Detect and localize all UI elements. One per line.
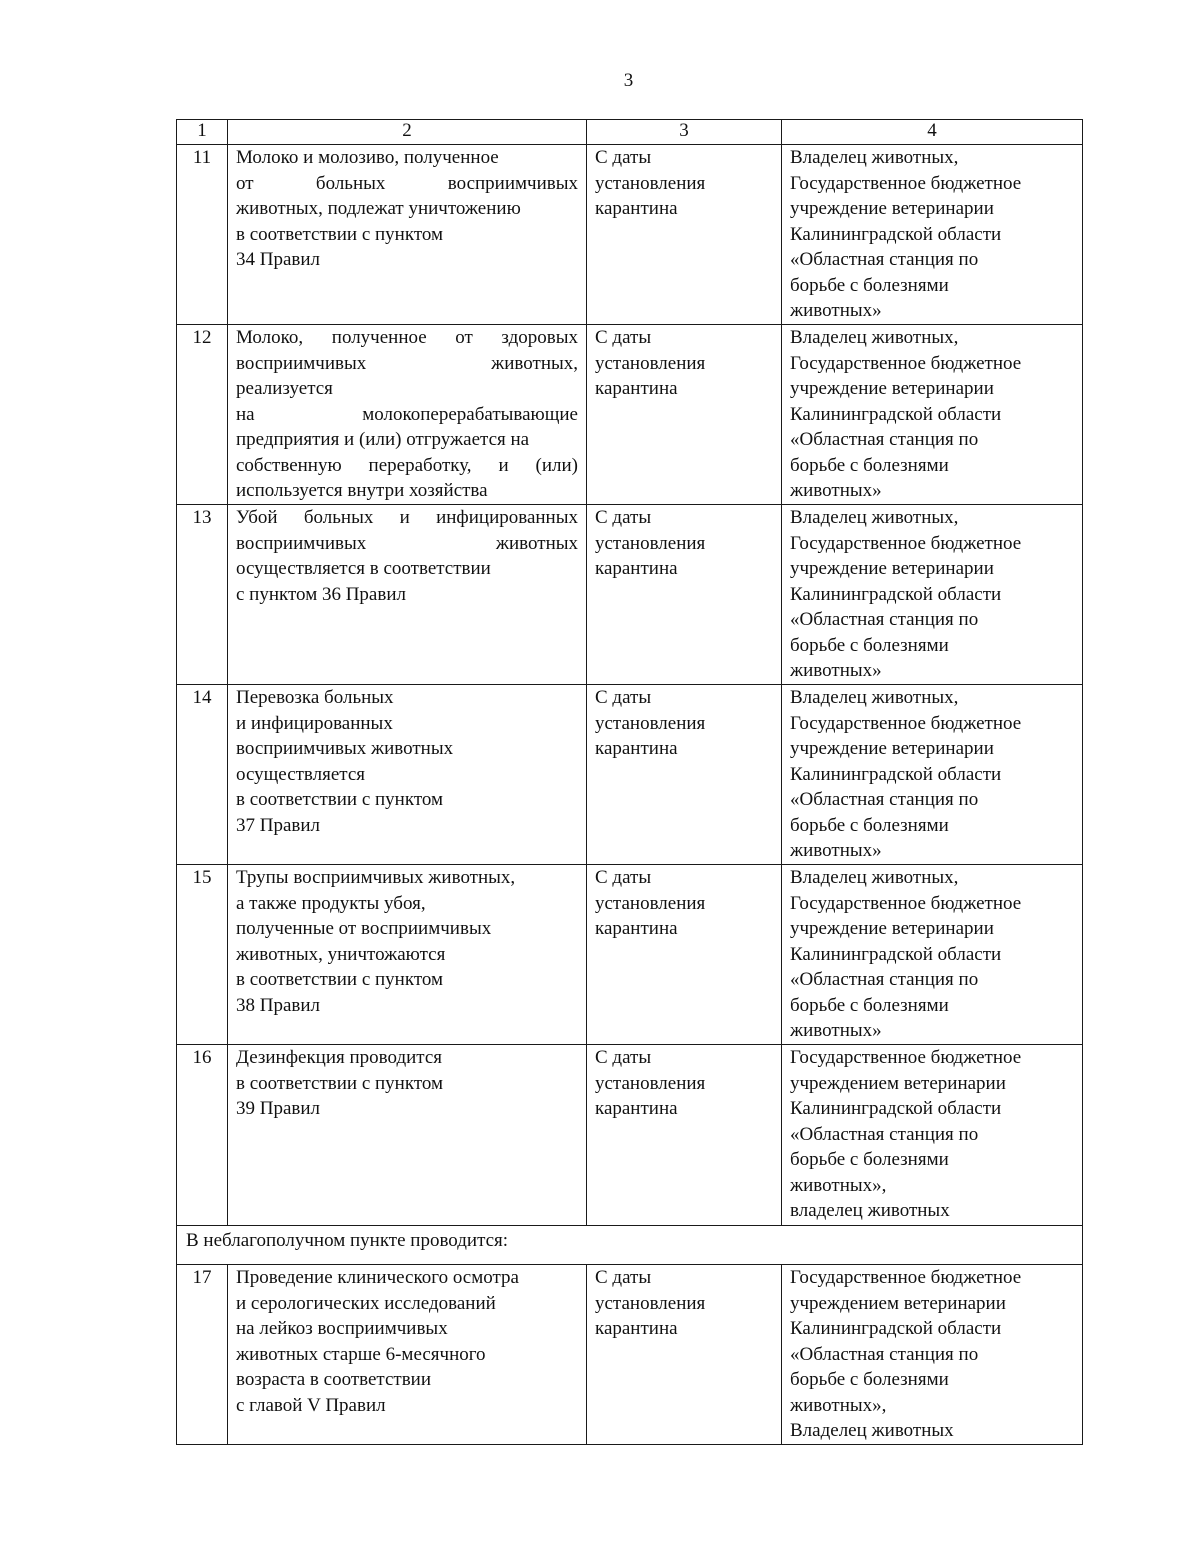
responsible-line: Государственное бюджетное: [790, 712, 1022, 734]
responsible-line: учреждение ветеринарии: [790, 198, 994, 219]
responsible-line: учреждение ветеринарии: [790, 738, 994, 759]
measure-line: восприимчивых животных,: [236, 352, 578, 374]
measure-line: Молоко и молозиво, полученное: [236, 147, 499, 168]
responsible-line: борьбе с болезнями: [790, 994, 949, 1016]
term-line: установления: [595, 172, 706, 194]
table-row: [177, 865, 1083, 1045]
responsible-line: «Областная станция по: [790, 969, 979, 990]
measure-line: собственную переработку, и (или): [236, 454, 578, 476]
header-row: [177, 120, 1083, 145]
responsible-cell: [782, 865, 1083, 1045]
measure-line: и серологических исследований: [236, 1292, 496, 1314]
measure-cell: [228, 685, 587, 865]
responsible-cell: [782, 1045, 1083, 1226]
responsible-line: Государственное бюджетное: [790, 1267, 1022, 1288]
responsible-line: учреждением ветеринарии: [790, 1292, 1006, 1314]
table-row: [177, 1045, 1083, 1226]
term-line: карантина: [595, 198, 678, 219]
measure-cell: [228, 1045, 587, 1226]
term-cell: [587, 145, 782, 325]
responsible-line: Владелец животных,: [790, 327, 959, 348]
term-line: установления: [595, 1072, 706, 1094]
row-number: 11: [177, 145, 228, 325]
responsible-line: животных»: [790, 840, 882, 861]
term-line: установления: [595, 712, 706, 734]
measure-cell: [228, 1265, 587, 1445]
measure-line: в соответствии с пунктом: [236, 969, 444, 990]
responsible-line: Калининградской области: [790, 943, 1002, 965]
responsible-line: Калининградской области: [790, 1098, 1002, 1119]
row-number: 14: [177, 685, 228, 865]
responsible-line: животных»: [790, 1020, 882, 1041]
responsible-line: Калининградской области: [790, 223, 1002, 245]
table-row: [177, 325, 1083, 505]
responsible-line: борьбе с болезнями: [790, 1369, 949, 1390]
responsible-line: Владелец животных,: [790, 507, 959, 528]
measures-table: [176, 119, 1083, 1445]
header-cell-4: 4: [782, 120, 1083, 145]
responsible-line: учреждение ветеринарии: [790, 378, 994, 399]
measure-line: на лейкоз восприимчивых: [236, 1318, 448, 1339]
term-cell: [587, 325, 782, 505]
measure-line: Молоко, полученное от здоровых: [236, 327, 578, 348]
term-line: С даты: [595, 1267, 652, 1288]
term-cell: [587, 685, 782, 865]
measure-line: с главой V Правил: [236, 1394, 386, 1416]
measure-line: животных, подлежат уничтожению: [236, 198, 521, 219]
measure-line: Дезинфекция проводится: [236, 1047, 443, 1068]
table-body: [177, 145, 1083, 1226]
responsible-line: Государственное бюджетное: [790, 892, 1022, 914]
row-number: 15: [177, 865, 228, 1045]
term-cell: [587, 865, 782, 1045]
responsible-line: «Областная станция по: [790, 1123, 979, 1145]
measure-line: 34 Правил: [236, 249, 321, 270]
row-number: 12: [177, 325, 228, 505]
measure-line: 39 Правил: [236, 1098, 321, 1119]
responsible-line: учреждение ветеринарии: [790, 558, 994, 579]
measure-line: животных старше 6-месячного: [236, 1343, 486, 1365]
responsible-line: Государственное бюджетное: [790, 1047, 1022, 1068]
term-line: С даты: [595, 867, 652, 888]
responsible-line: Государственное бюджетное: [790, 532, 1022, 554]
responsible-line: «Областная станция по: [790, 609, 979, 630]
responsible-line: животных»,: [790, 1174, 887, 1196]
term-line: карантина: [595, 738, 678, 759]
term-line: С даты: [595, 687, 652, 708]
term-line: установления: [595, 352, 706, 374]
header-cell-2: 2: [228, 120, 587, 145]
responsible-cell: [782, 325, 1083, 505]
measure-line: осуществляется: [236, 763, 366, 785]
measure-line: в соответствии с пунктом: [236, 789, 444, 810]
responsible-line: Калининградской области: [790, 1318, 1002, 1339]
measure-line: используется внутри хозяйства: [236, 480, 488, 501]
term-line: карантина: [595, 1098, 678, 1119]
responsible-line: «Областная станция по: [790, 429, 979, 450]
measure-line: предприятия и (или) отгружается на: [236, 429, 530, 450]
measure-line: животных, уничтожаются: [236, 943, 446, 965]
table-row: [177, 685, 1083, 865]
measure-cell: [228, 325, 587, 505]
responsible-line: животных»,: [790, 1394, 887, 1416]
measure-line: восприимчивых животных: [236, 532, 578, 554]
term-line: установления: [595, 1292, 706, 1314]
table-body-after: [177, 1265, 1083, 1445]
header-cell-3: 3: [587, 120, 782, 145]
responsible-line: животных»: [790, 480, 882, 501]
responsible-line: борьбе с болезнями: [790, 274, 949, 296]
term-line: установления: [595, 532, 706, 554]
measure-cell: [228, 865, 587, 1045]
measure-line: и инфицированных: [236, 712, 393, 734]
responsible-line: «Областная станция по: [790, 1343, 979, 1365]
measure-line: в соответствии с пунктом: [236, 1072, 444, 1094]
responsible-line: «Областная станция по: [790, 789, 979, 810]
measure-cell: [228, 145, 587, 325]
responsible-line: «Областная станция по: [790, 249, 979, 270]
measure-cell: [228, 505, 587, 685]
term-line: С даты: [595, 147, 652, 168]
measure-line: в соответствии с пунктом: [236, 223, 444, 245]
responsible-line: Калининградской области: [790, 763, 1002, 785]
responsible-line: Владелец животных,: [790, 867, 959, 888]
term-line: карантина: [595, 378, 678, 399]
term-cell: [587, 1045, 782, 1226]
responsible-line: Владелец животных: [790, 1420, 954, 1441]
row-number: 17: [177, 1265, 228, 1445]
measure-line: восприимчивых животных: [236, 738, 454, 759]
measure-line: 37 Правил: [236, 814, 321, 836]
responsible-line: борьбе с болезнями: [790, 1149, 949, 1170]
measure-line: 38 Правил: [236, 994, 321, 1016]
measure-line: Убой больных и инфицированных: [236, 507, 578, 528]
section-row: [177, 1226, 1083, 1265]
page-number: 3: [623, 70, 634, 91]
measure-line: с пунктом 36 Правил: [236, 583, 406, 605]
responsible-cell: [782, 685, 1083, 865]
term-line: карантина: [595, 558, 678, 579]
responsible-cell: [782, 1265, 1083, 1445]
measure-line: а также продукты убоя,: [236, 892, 426, 914]
responsible-line: Государственное бюджетное: [790, 352, 1022, 374]
responsible-line: Владелец животных,: [790, 147, 959, 168]
responsible-line: животных»: [790, 660, 882, 681]
term-line: установления: [595, 892, 706, 914]
responsible-cell: [782, 505, 1083, 685]
measure-line: возраста в соответствии: [236, 1369, 432, 1390]
table-row: [177, 505, 1083, 685]
term-cell: [587, 505, 782, 685]
measure-line: Перевозка больных: [236, 687, 394, 708]
responsible-line: Калининградской области: [790, 403, 1002, 425]
measure-line: Проведение клинического осмотра: [236, 1267, 519, 1288]
responsible-line: животных»: [790, 300, 882, 321]
term-line: С даты: [595, 507, 652, 528]
measure-line: на молокоперерабатывающие: [236, 403, 578, 425]
row-number: 13: [177, 505, 228, 685]
responsible-line: борьбе с болезнями: [790, 634, 949, 656]
responsible-line: Владелец животных,: [790, 687, 959, 708]
term-line: С даты: [595, 1047, 652, 1068]
row-number: 16: [177, 1045, 228, 1226]
responsible-line: борьбе с болезнями: [790, 814, 949, 836]
responsible-line: учреждением ветеринарии: [790, 1072, 1006, 1094]
measure-line: реализуется: [236, 378, 333, 399]
responsible-line: борьбе с болезнями: [790, 454, 949, 476]
responsible-line: владелец животных: [790, 1200, 950, 1221]
responsible-line: Государственное бюджетное: [790, 172, 1022, 194]
responsible-line: учреждение ветеринарии: [790, 918, 994, 939]
measure-line: полученные от восприимчивых: [236, 918, 492, 939]
header-cell-1: 1: [177, 120, 228, 145]
responsible-line: Калининградской области: [790, 583, 1002, 605]
measure-line: Трупы восприимчивых животных,: [236, 867, 516, 888]
term-line: карантина: [595, 1318, 678, 1339]
measure-line: осуществляется в соответствии: [236, 558, 491, 579]
table-row: [177, 1265, 1083, 1445]
section-body: [177, 1226, 1083, 1265]
term-line: С даты: [595, 327, 652, 348]
term-line: карантина: [595, 918, 678, 939]
table-row: [177, 145, 1083, 325]
responsible-cell: [782, 145, 1083, 325]
measure-line: от больных восприимчивых: [236, 172, 578, 194]
term-cell: [587, 1265, 782, 1445]
section-title: В неблагополучном пункте проводится:: [177, 1226, 1083, 1265]
